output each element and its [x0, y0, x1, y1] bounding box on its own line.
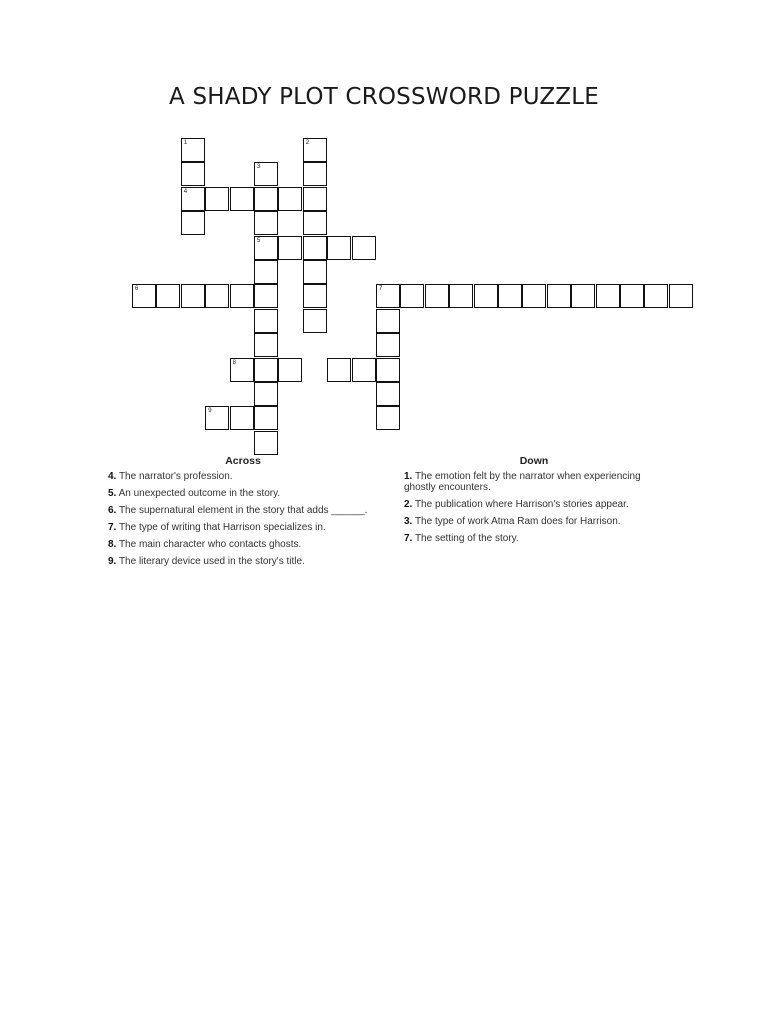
grid-cell[interactable] [376, 406, 400, 430]
grid-cell[interactable] [254, 333, 278, 357]
grid-cell[interactable] [181, 138, 205, 162]
clue-text: The setting of the story. [414, 533, 519, 544]
clue-number: 9. [108, 556, 117, 567]
down-heading: Down [519, 455, 549, 467]
grid-cell[interactable] [205, 187, 229, 211]
grid-cell[interactable] [474, 284, 498, 308]
grid-cell[interactable] [303, 236, 327, 260]
clue-number: 1. [404, 471, 413, 482]
grid-cell[interactable] [254, 406, 278, 430]
clue-number: 6. [108, 505, 117, 516]
grid-cell[interactable] [352, 236, 376, 260]
grid-cell[interactable] [352, 358, 376, 382]
grid-cell[interactable] [303, 260, 327, 284]
grid-cell[interactable] [205, 284, 229, 308]
grid-cell[interactable] [278, 187, 302, 211]
grid-cell[interactable] [132, 284, 156, 308]
across-clue [108, 488, 378, 499]
clue-number: 5. [108, 488, 117, 499]
grid-cell[interactable] [449, 284, 473, 308]
across-clue [108, 539, 378, 550]
grid-cell[interactable] [400, 284, 424, 308]
grid-cell[interactable] [254, 358, 278, 382]
across-clues [108, 456, 378, 573]
grid-cell[interactable] [254, 211, 278, 235]
across-clue [108, 522, 378, 533]
clue-text: The narrator's profession. [118, 471, 233, 482]
grid-cell[interactable] [376, 284, 400, 308]
clue-text: The type of writing that Harrison specializes in. [118, 522, 326, 533]
grid-cell[interactable] [254, 187, 278, 211]
grid-cell[interactable] [522, 284, 546, 308]
grid-cell[interactable] [498, 284, 522, 308]
grid-cell[interactable] [303, 211, 327, 235]
clue-text: The emotion felt by the narrator when experiencing ghostly encounters. [404, 471, 641, 493]
clue-text: The literary device used in the story's title. [118, 556, 305, 567]
grid-cell[interactable] [669, 284, 693, 308]
clue-text: The type of work Atma Ram does for Harrison. [414, 516, 621, 527]
grid-cell[interactable] [278, 236, 302, 260]
grid-cell[interactable] [376, 309, 400, 333]
grid-cell[interactable] [425, 284, 449, 308]
grid-cell[interactable] [205, 406, 229, 430]
crossword-grid [0, 0, 768, 450]
grid-cell[interactable] [254, 236, 278, 260]
grid-cell[interactable] [181, 187, 205, 211]
clue-number: 8. [108, 539, 117, 550]
clue-number-label: 2 [305, 140, 310, 146]
page-title: A SHADY PLOT CROSSWORD PUZZLE [169, 84, 599, 110]
down-clue [404, 516, 664, 527]
grid-cell[interactable] [181, 162, 205, 186]
grid-cell[interactable] [303, 284, 327, 308]
clue-number: 7. [108, 522, 117, 533]
grid-cell[interactable] [254, 162, 278, 186]
grid-cell[interactable] [181, 211, 205, 235]
grid-cell[interactable] [376, 358, 400, 382]
grid-cell[interactable] [303, 138, 327, 162]
grid-cell[interactable] [181, 284, 205, 308]
clue-number: 2. [404, 499, 413, 510]
grid-cell[interactable] [327, 236, 351, 260]
grid-cell[interactable] [620, 284, 644, 308]
clue-number-label: 8 [232, 359, 236, 366]
across-heading: Across [225, 455, 261, 467]
down-clue [404, 471, 664, 493]
grid-cell[interactable] [278, 358, 302, 382]
grid-cell[interactable] [230, 187, 254, 211]
grid-cell[interactable] [254, 382, 278, 406]
clue-text: An unexpected outcome in the story. [118, 488, 281, 499]
grid-cell[interactable] [327, 358, 351, 382]
grid-cell[interactable] [254, 431, 278, 455]
grid-cell[interactable] [254, 309, 278, 333]
clue-text: The publication where Harrison's stories appear. [414, 499, 629, 510]
across-clue [108, 471, 378, 482]
across-clue [108, 505, 378, 516]
grid-cell[interactable] [644, 284, 668, 308]
clue-number-label: 1 [183, 140, 188, 146]
clue-number: 3. [404, 516, 413, 527]
clue-number-label: 4 [183, 188, 188, 195]
clue-number-label: 5 [257, 237, 261, 244]
clue-number-label: 6 [135, 286, 139, 293]
grid-cell[interactable] [376, 382, 400, 406]
grid-cell[interactable] [230, 284, 254, 308]
grid-cell[interactable] [303, 187, 327, 211]
clue-number-label: 7 [379, 286, 383, 293]
grid-cell[interactable] [230, 358, 254, 382]
grid-cell[interactable] [596, 284, 620, 308]
clue-text: The supernatural element in the story that adds ______. [118, 505, 368, 516]
grid-cell[interactable] [254, 260, 278, 284]
down-clue [404, 499, 664, 510]
clue-number: 4. [108, 471, 117, 482]
grid-cell[interactable] [303, 309, 327, 333]
clue-number: 7. [404, 533, 413, 544]
clue-text: The main character who contacts ghosts. [118, 539, 302, 550]
clue-number-label: 9 [208, 408, 212, 415]
across-clue [108, 556, 378, 567]
clue-number-label: 3 [257, 164, 261, 171]
down-clue [404, 533, 664, 544]
grid-cell[interactable] [376, 333, 400, 357]
grid-cell[interactable] [254, 284, 278, 308]
grid-cell[interactable] [571, 284, 595, 308]
grid-cell[interactable] [547, 284, 571, 308]
grid-cell[interactable] [230, 406, 254, 430]
down-clues [404, 456, 664, 550]
grid-cell[interactable] [156, 284, 180, 308]
grid-cell[interactable] [303, 162, 327, 186]
